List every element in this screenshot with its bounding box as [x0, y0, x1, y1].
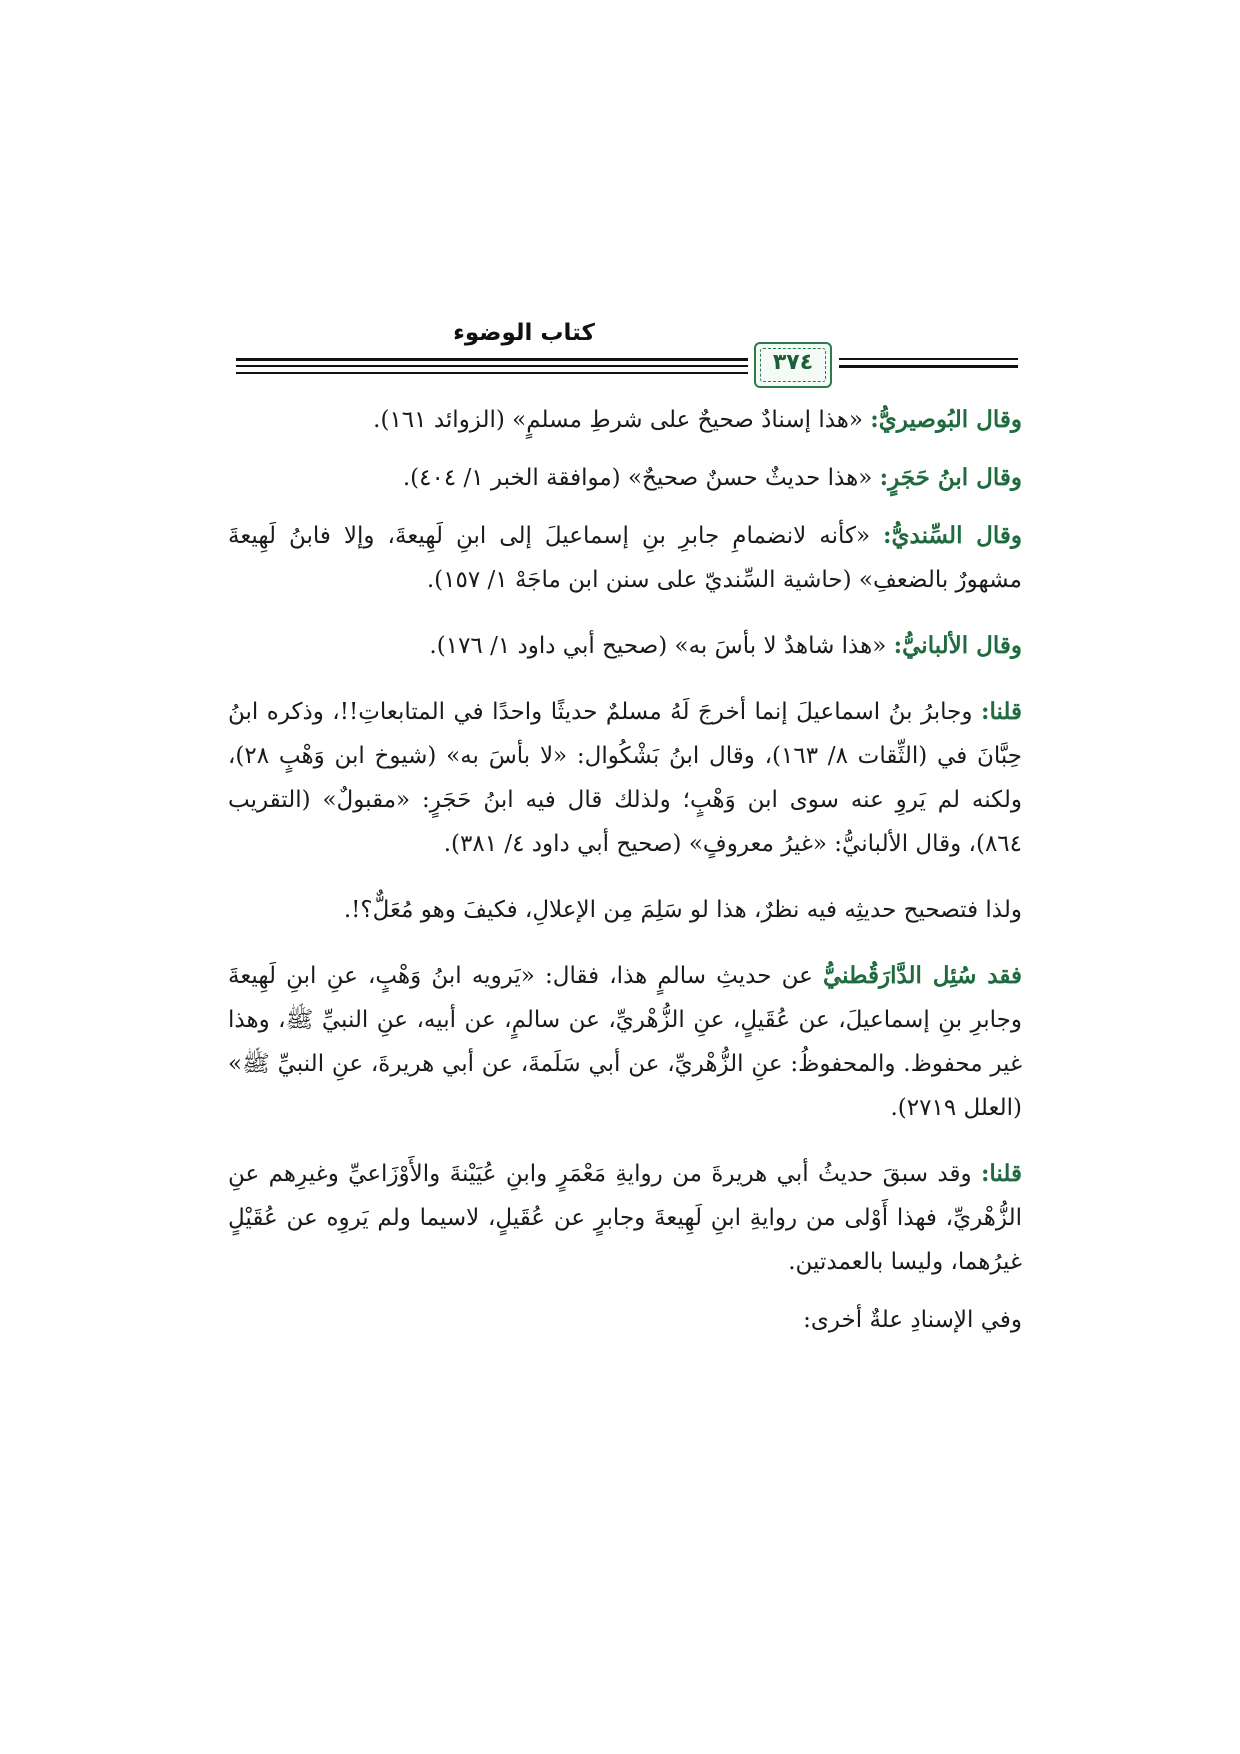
paragraph-text: وقد سبقَ حديثُ أبي هريرةَ من روايةِ مَعْمَرٍ وابنِ عُيَيْنةَ والأَوْزَاعيِّ وغيرِهم عنِ الزُّهْريِّ، فهذا أَوْلى من روايةِ ابنِ لَهِيعةَ وجابرٍ عن عُقَيلٍ، لاسيما ولم يَروِه عن عُقَيْلٍ غيرُهما، وليسا بالعمدتين.	[228, 1161, 1022, 1275]
paragraph-qulna-2	[228, 1152, 1022, 1284]
speaker-label: قلنا:	[980, 698, 1023, 725]
paragraph-text: ولذا فتصحيح حديثِه فيه نظرٌ، هذا لو سَلِمَ مِن الإعلالِ، فكيفَ وهو مُعَلٌّ؟!.	[343, 897, 1022, 923]
speaker-label: قلنا:	[980, 1160, 1022, 1187]
paragraph-tashih	[228, 888, 1022, 932]
header-rule	[236, 365, 748, 367]
paragraph-busiri	[228, 398, 1022, 442]
paragraph-text: «هذا إسنادٌ صحيحٌ على شرطِ مسلمٍ» (الزوائد ١٦١).	[373, 407, 871, 433]
header-rule	[839, 365, 1018, 368]
paragraph-text: «هذا حديثٌ حسنٌ صحيحٌ» (موافقة الخبر ١/ ٤٠٤).	[402, 465, 880, 491]
paragraph-text: عن حديثِ سالمٍ هذا، فقال: «يَرويه ابنُ وَهْبٍ، عنِ ابنِ لَهِيعةَ وجابرِ بنِ إسماعيلَ، عن عُقَيلٍ، عنِ الزُّهْريِّ، عن سالمٍ، عن أبيه، عنِ النبيِّ ﷺ، وهذا غير محفوظ. والمحفوظُ: عنِ الزُّهْريِّ، عن أبي سَلَمةَ، عن أبي هريرةَ، عنِ النبيِّ ﷺ» (العلل ٢٧١٩).	[228, 963, 1022, 1121]
paragraph-illa	[228, 1298, 1022, 1342]
page-header	[236, 318, 1018, 390]
page-number: ٣٧٤	[772, 350, 814, 375]
speaker-label: وقال البُوصيريُّ:	[870, 406, 1022, 433]
paragraph-daraqutni	[228, 954, 1022, 1130]
speaker-label: فقد سُئِل الدَّارَقُطنيُّ	[823, 962, 1022, 989]
paragraph-sindi	[228, 514, 1022, 602]
paragraph-text: «هذا شاهدٌ لا بأسَ به» (صحيح أبي داود ١/ ١٧٦).	[429, 633, 894, 659]
book-title: كتاب الوضوء	[453, 320, 595, 346]
header-rule	[236, 358, 748, 361]
paragraph-qulna-1	[228, 690, 1022, 866]
speaker-label: وقال الألبانيُّ:	[893, 632, 1022, 659]
paragraph-ibn-hajar	[228, 456, 1022, 500]
page-body	[228, 398, 1022, 1356]
paragraph-text: وجابرُ بنُ اسماعيلَ إنما أخرجَ لَهُ مسلمٌ حديثًا واحدًا في المتابعاتِ!!، وذكره ابنُ حِبَّانَ في (الثِّقات ٨/ ١٦٣)، وقال ابنُ بَشْكُوال: «لا بأسَ به» (شيوخ ابن وَهْبٍ ٢٨)، ولكنه لم يَروِ عنه سوى ابن وَهْبٍ؛ ولذلك قال فيه ابنُ حَجَرٍ: «مقبولٌ» (التقريب ٨٦٤)، وقال الألبانيُّ: «غيرُ معروفٍ» (صحيح أبي داود ٤/ ٣٨١).	[228, 699, 1022, 857]
header-rule	[839, 358, 1018, 360]
header-rule	[236, 372, 748, 374]
paragraph-text: «كأنه لانضمامِ جابرِ بنِ إسماعيلَ إلى ابنِ لَهِيعةَ، وإلا فابنُ لَهِيعةَ مشهورٌ بالضعفِ» (حاشية السِّنديّ على سنن ابن ماجَهْ ١/ ١٥٧).	[228, 523, 1022, 593]
speaker-label: وقال ابنُ حَجَرٍ:	[879, 464, 1022, 491]
page-number-badge	[754, 342, 832, 388]
paragraph-albani	[228, 624, 1022, 668]
paragraph-text: وفي الإسنادِ علةٌ أخرى:	[803, 1307, 1022, 1333]
speaker-label: وقال السِّنديُّ:	[883, 522, 1022, 549]
